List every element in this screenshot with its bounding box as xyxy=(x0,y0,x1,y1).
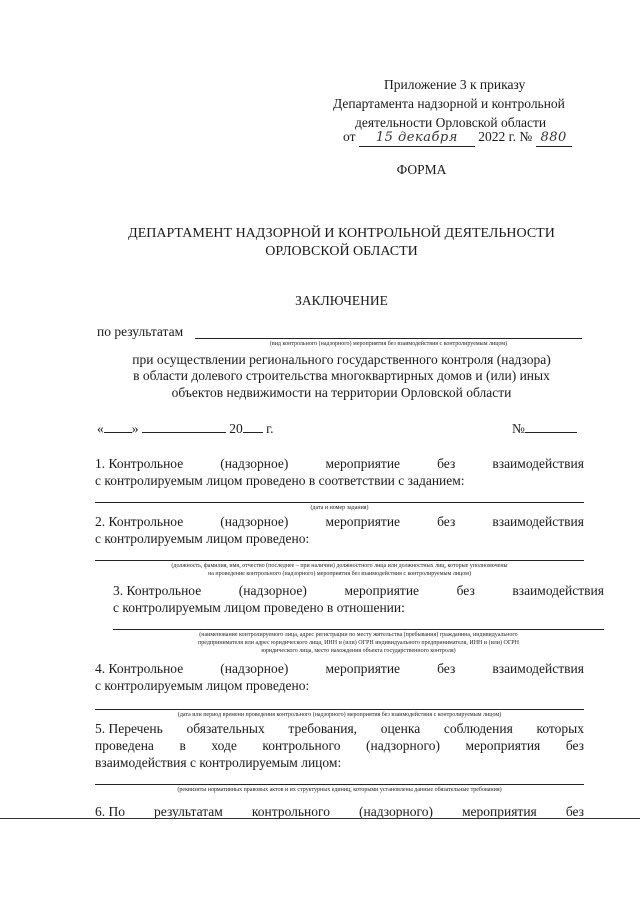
appendix-handwritten-number: 880 xyxy=(536,129,572,147)
word: мероприятие xyxy=(344,583,420,598)
section-2-caption-2: на проведение контрольного (надзорного) мероприятия без взаимодействия с контролируемым лицом) xyxy=(208,571,471,577)
word: соблюдения xyxy=(443,721,513,736)
document-title: ЗАКЛЮЧЕНИЕ xyxy=(295,293,388,308)
word: в xyxy=(179,738,186,753)
section-2-line-1 xyxy=(95,513,584,530)
appendix-handwritten-date: 15 декабря xyxy=(359,129,475,147)
section-1-caption: (дата и номер задания) xyxy=(310,505,369,511)
section-2-line-2: с контролируемым лицом проведено: xyxy=(95,531,310,546)
word: 1. Контрольное xyxy=(95,456,184,471)
section-2-caption-1: (должность, фамилия, имя, отчество (последнее – при наличии) должностного лица или должностных лиц, которые уполномочены xyxy=(171,563,508,569)
section-3-caption-1: (наименование контролируемого лица, адрес регистрации по месту жительства (пребывания) гражданина, индивидуального xyxy=(199,632,518,638)
results-line-1: при осуществлении регионального государственного контроля (надзора) xyxy=(132,352,551,367)
word: (надзорное) xyxy=(220,456,289,471)
word: (надзорное) xyxy=(220,514,289,529)
results-caption: (вид контрольного (надзорного) мероприятия без взаимодействия с контролируемым лицом) xyxy=(269,341,508,347)
word: требования, xyxy=(288,721,358,736)
section-1-line-2: с контролируемым лицом проведено в соответствии с заданием: xyxy=(95,473,465,488)
section-5-line-1 xyxy=(95,720,584,737)
word: (надзорное) xyxy=(238,583,307,598)
section-5-line-3: взаимодействия с контролируемым лицом: xyxy=(95,755,342,770)
word: результатам xyxy=(154,804,223,819)
section-3-fill-line xyxy=(113,629,604,630)
word: взаимодействия xyxy=(492,456,584,471)
word: без xyxy=(565,804,584,819)
appendix-line-3: деятельности Орловской области xyxy=(355,115,547,130)
section-4-fill-line xyxy=(95,709,584,710)
word: без xyxy=(456,583,475,598)
word: 2. Контрольное xyxy=(95,514,184,529)
word: 4. Контрольное xyxy=(95,661,184,676)
section-5-fill-line xyxy=(95,784,584,785)
form-label: ФОРМА xyxy=(396,162,447,177)
word: (надзорное) xyxy=(220,661,289,676)
word: без xyxy=(437,661,456,676)
section-5-line-2 xyxy=(95,737,584,754)
open-quote: « xyxy=(97,421,104,436)
section-4-line-2: с контролируемым лицом проведено: xyxy=(95,678,310,693)
word: которых xyxy=(536,721,584,736)
date-row xyxy=(97,420,274,437)
word: (надзорного) xyxy=(359,804,433,819)
word: 6. По xyxy=(95,804,125,819)
results-fill-line xyxy=(195,338,582,339)
year-suffix: г. xyxy=(266,421,274,436)
word: без xyxy=(437,514,456,529)
results-prefix: по результатам xyxy=(97,324,184,339)
word: взаимодействия xyxy=(492,661,584,676)
page-crop-edge-line xyxy=(0,818,640,819)
section-5-caption: (реквизиты нормативных правовых актов и их структурных единиц, которыми установлены данные обязательные требования) xyxy=(177,787,502,793)
section-4-line-1 xyxy=(95,660,584,677)
close-quote: » xyxy=(131,421,139,436)
word: проведена xyxy=(95,738,154,753)
word: (надзорного) xyxy=(366,738,440,753)
word: мероприятие xyxy=(325,456,401,471)
department-heading-line-2: ОРЛОВСКОЙ ОБЛАСТИ xyxy=(265,244,418,259)
results-line-3: объектов недвижимости на территории Орловской области xyxy=(171,385,512,400)
word: мероприятие xyxy=(325,514,401,529)
appendix-from-prefix: от xyxy=(343,129,356,144)
section-3-line-1 xyxy=(113,582,604,599)
word: контрольного xyxy=(262,738,341,753)
year-prefix: 20 xyxy=(229,421,243,436)
word: обязательных xyxy=(186,721,265,736)
word: ходе xyxy=(211,738,237,753)
department-heading-line-1: ДЕПАРТАМЕНТ НАДЗОРНОЙ И КОНТРОЛЬНОЙ ДЕЯТЕЛЬНОСТИ xyxy=(128,226,555,241)
word: без xyxy=(437,456,456,471)
section-4-caption: (дата или период времени проведения контрольного (надзорного) мероприятия без взаимодействия с контролируемым лицом) xyxy=(177,712,502,718)
section-1-line-1 xyxy=(95,455,584,472)
word: мероприятия xyxy=(465,738,541,753)
month-blank xyxy=(142,432,226,433)
year-blank xyxy=(243,432,263,433)
word: без xyxy=(565,738,584,753)
appendix-date-row xyxy=(343,128,572,147)
word: контрольного xyxy=(251,804,330,819)
section-3-caption-3: юридического лица, место нахождения объекта государственного контроля) xyxy=(261,648,456,654)
appendix-line-1: Приложение 3 к приказу xyxy=(384,77,526,92)
word: взаимодействия xyxy=(492,514,584,529)
word: оценка xyxy=(380,721,421,736)
section-3-caption-2: предпринимателя или адрес юридического лица, ИНН и (или) ОГРН индивидуального предпринимателя, ИНН и (или) ОГРН xyxy=(198,640,519,646)
number-sign: № xyxy=(512,421,525,436)
word: взаимодействия xyxy=(512,583,604,598)
word: 3. Контрольное xyxy=(113,583,202,598)
appendix-line-2: Департамента надзорной и контрольной xyxy=(333,96,565,111)
results-line-2: в области долевого строительства многоквартирных домов и (или) иных xyxy=(133,368,550,383)
section-2-fill-line xyxy=(95,560,584,561)
word: 5. Перечень xyxy=(95,721,163,736)
appendix-year-text: 2022 г. № xyxy=(478,129,533,144)
number-field xyxy=(512,420,577,437)
word: мероприятие xyxy=(325,661,401,676)
section-3-line-2: с контролируемым лицом проведено в отношении: xyxy=(113,600,405,615)
word: мероприятия xyxy=(461,804,537,819)
section-1-fill-line xyxy=(95,502,584,503)
day-blank xyxy=(104,432,132,433)
number-blank xyxy=(525,432,577,433)
